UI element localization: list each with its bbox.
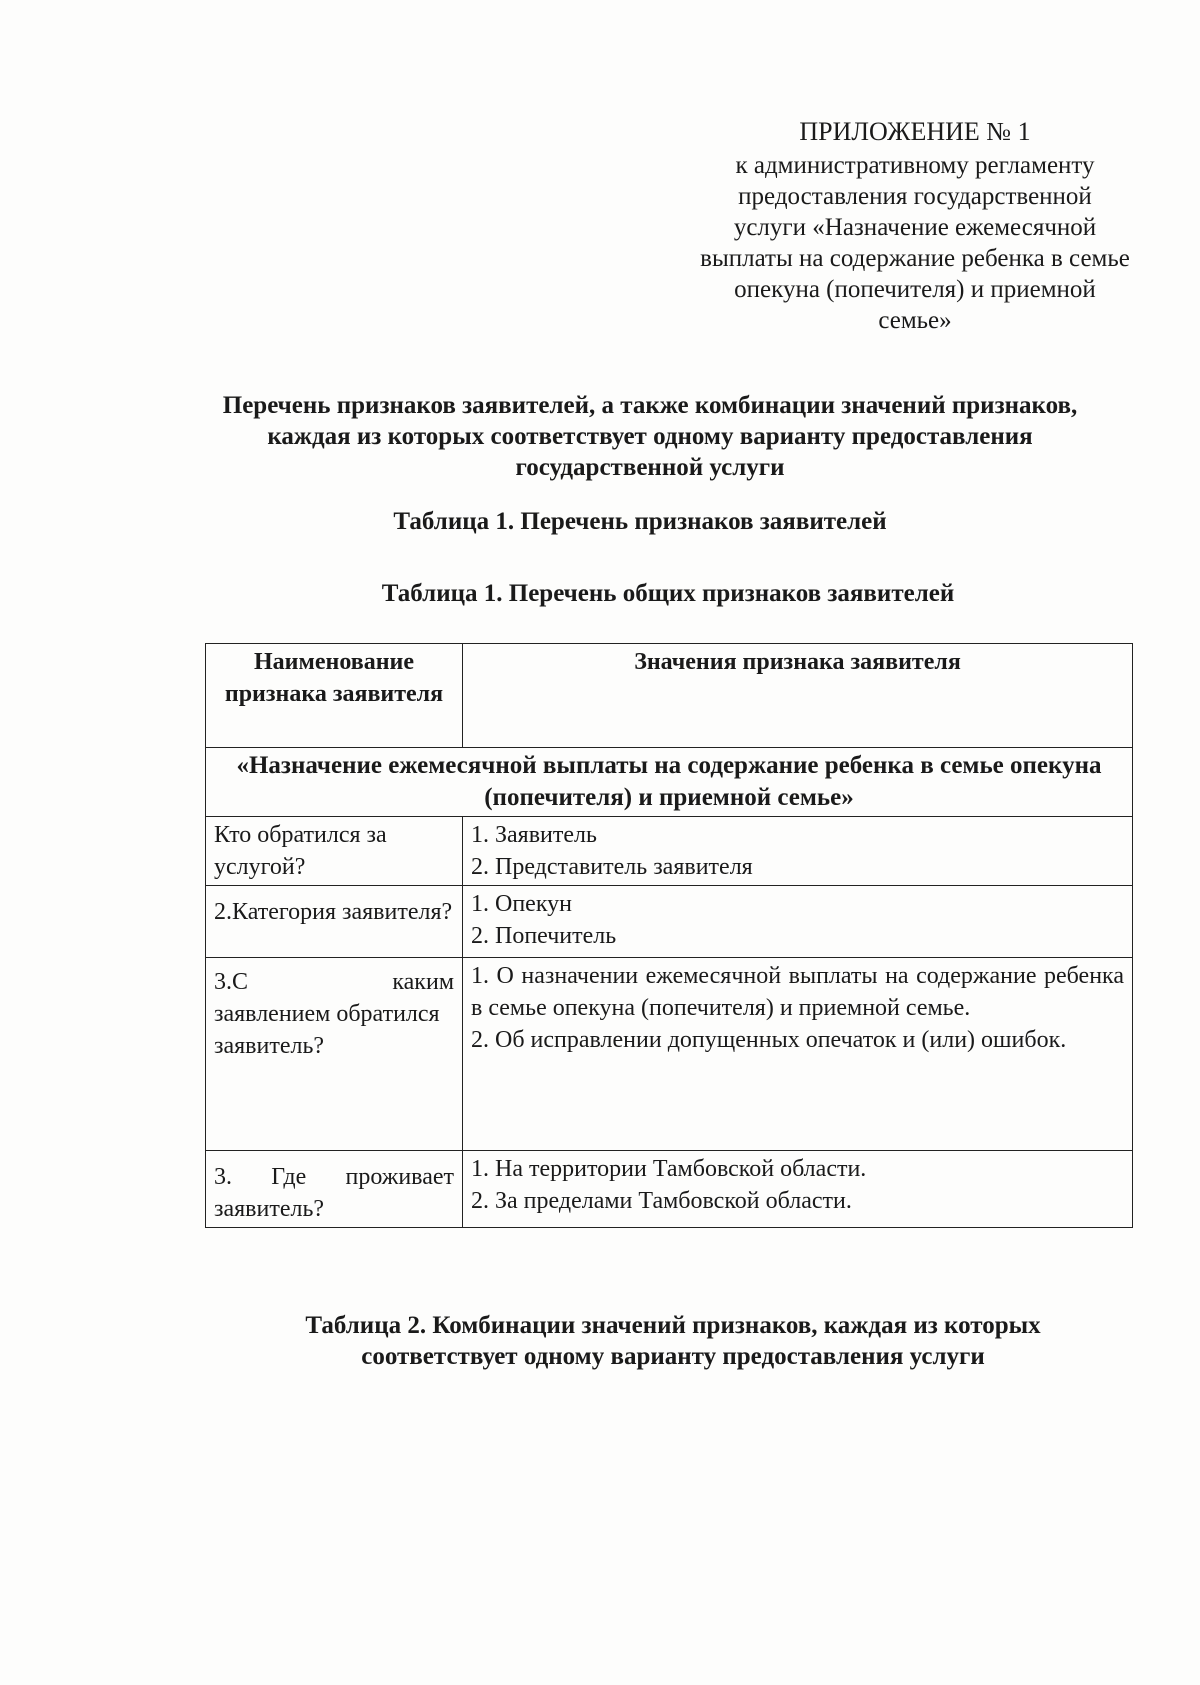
sign-value: 2. Попечитель [471, 923, 617, 949]
heading-line: каждая из которых соответствует одному варианту предоставления [267, 423, 1033, 450]
document-heading [150, 390, 1150, 483]
table2-caption [173, 1310, 1173, 1372]
sign-name: 2.Категория заявителя? [206, 886, 463, 958]
sign-value: 2. Об исправлении допущенных опечаток и (или) ошибок. [471, 1027, 1067, 1053]
sign-name: 3. Где проживает заявитель? [206, 1151, 463, 1228]
table-row [206, 958, 1133, 1151]
header-sign-name: Наименование признака заявителя [206, 644, 463, 748]
sign-values [463, 886, 1133, 958]
sign-name-part: каким [392, 969, 454, 995]
sign-values [463, 1151, 1133, 1228]
table1-caption: Таблица 1. Перечень признаков заявителей [393, 508, 887, 535]
table-group-row [206, 748, 1133, 817]
group-title: «Назначение ежемесячной выплаты на содержание ребенка в семье опекуна (попечителя) и приемной семье» [206, 748, 1133, 817]
applicant-signs-table [205, 643, 1133, 1228]
appendix-line: выплаты на содержание ребенка в семье [700, 245, 1130, 272]
sign-name: Кто обратился за услугой? [206, 817, 463, 886]
sign-value: 1. На территории Тамбовской области. [471, 1156, 867, 1182]
sign-name-part: 3.С [214, 969, 249, 995]
table-row [206, 1151, 1133, 1228]
appendix-line: семье» [878, 307, 952, 334]
sign-value: 2. За пределами Тамбовской области. [471, 1188, 852, 1214]
appendix-number: ПРИЛОЖЕНИЕ № 1 [799, 117, 1031, 146]
heading-line: государственной услуги [515, 454, 785, 481]
table1-general-caption: Таблица 1. Перечень общих признаков заявителей [381, 580, 955, 607]
sign-value: 2. Представитель заявителя [471, 854, 753, 880]
sign-name [206, 958, 463, 1151]
appendix-line: опекуна (попечителя) и приемной [734, 276, 1096, 303]
appendix-block [660, 116, 1170, 336]
appendix-line: к административному регламенту [735, 152, 1095, 179]
sign-name-part: заявлением обратился заявитель? [214, 1001, 440, 1059]
appendix-line: предоставления государственной [738, 183, 1092, 210]
sign-value: 1. Заявитель [471, 822, 597, 848]
table-header-row [206, 644, 1133, 748]
sign-value: 1. О назначении ежемесячной выплаты на содержание ребенка в семье опекуна (попечителя) и приемной семье. [471, 963, 1124, 1021]
table-row [206, 817, 1133, 886]
sign-value: 1. Опекун [471, 891, 572, 917]
caption-line: Таблица 2. Комбинации значений признаков, каждая из которых [305, 1312, 1041, 1339]
caption-line: соответствует одному варианту предоставления услуги [361, 1343, 985, 1370]
heading-line: Перечень признаков заявителей, а также комбинации значений признаков, [222, 392, 1078, 419]
appendix-line: услуги «Назначение ежемесячной [733, 214, 1097, 241]
sign-values [463, 817, 1133, 886]
sign-values [463, 958, 1133, 1151]
table-row [206, 886, 1133, 958]
header-sign-values: Значения признака заявителя [463, 644, 1133, 748]
